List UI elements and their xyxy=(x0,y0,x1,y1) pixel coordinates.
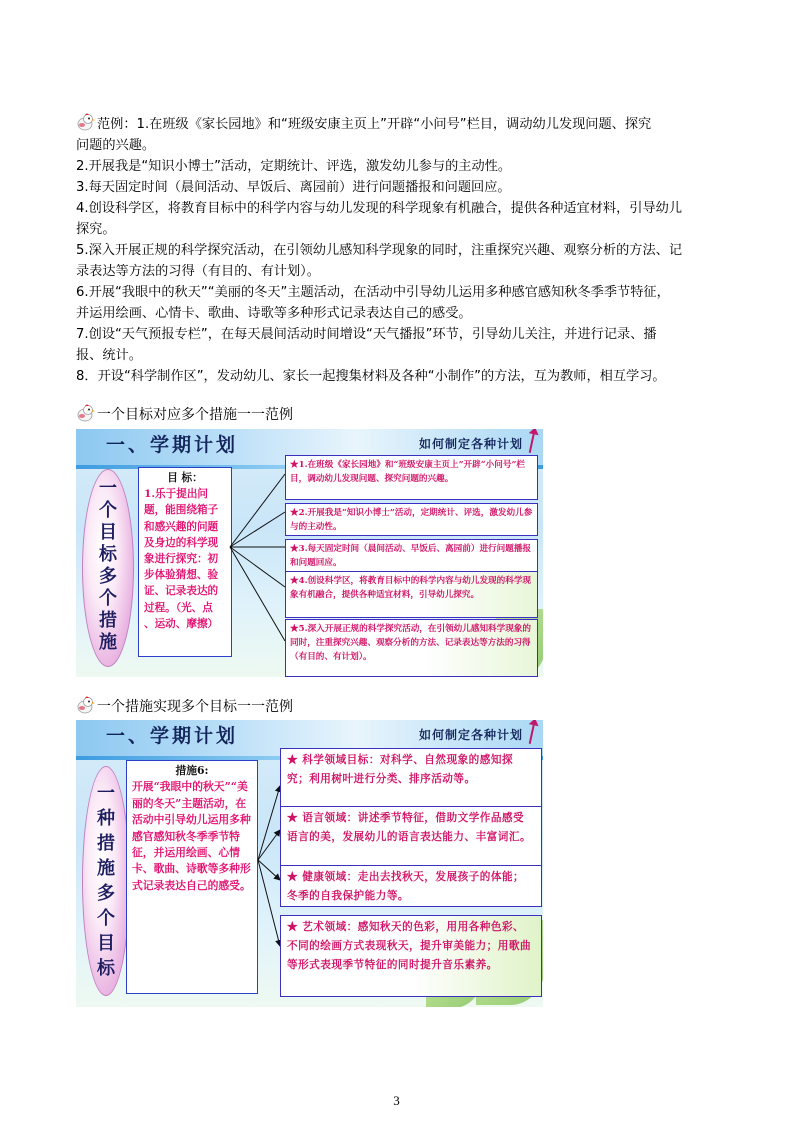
goal-box-health: ★ 健康领域：走出去找秋天，发展孩子的体能；冬季的自我保护能力等。 xyxy=(280,865,542,907)
goal-text: 1.乐于提出问题，能围绕箱子和感兴趣的问题及身边的科学现象进行探究：初步体验猜想、验证、记录表达的过程。（光、点 、运动、摩擦） xyxy=(144,488,219,630)
section2-heading: 一个措施实现多个目标一一范例 xyxy=(76,696,293,717)
example-paragraph xyxy=(76,113,726,387)
measure-box-4: ★4.创设科学区，将教育目标中的科学内容与幼儿发现的科学现象有机融合，提供各种适宜材料，引导幼儿探究。 xyxy=(285,571,538,618)
paragraph-line-12: 报、统计。 xyxy=(76,348,142,363)
slide-one-goal-many-measures xyxy=(76,429,543,677)
paragraph-line-3: 2.开展我是“知识小博士”活动，定期统计、评选，激发幼儿参与的主动性。 xyxy=(76,159,512,174)
chick-icon xyxy=(76,404,96,422)
section1-heading: 一个目标对应多个措施一一范例 xyxy=(76,404,293,425)
measure-title: 措施6: xyxy=(175,764,209,777)
paragraph-line-2: 问题的兴趣。 xyxy=(76,138,156,153)
oval-label: 一 种 措 施 多 个 目 标 xyxy=(97,783,115,979)
measure-box-2: ★2.开展我是“知识小博士”活动，定期统计、评选，激发幼儿参与的主动性。 xyxy=(285,503,538,536)
measure-box-5: ★5.深入开展正规的科学探究活动，在引领幼儿感知科学现象的同时，注重探究兴趣、观察分析的方法、记录表达等方法的习得（有目的、有计划）。 xyxy=(285,619,538,677)
paragraph-line-7: 5.深入开展正规的科学探究活动，在引领幼儿感知科学现象的同时，注重探究兴趣、观察分析的方法、记 xyxy=(76,243,683,258)
measure-box-3: ★3.每天固定时间（晨间活动、早饭后、离园前）进行问题播报和问题回应。 xyxy=(285,539,538,572)
chick-icon xyxy=(76,696,96,714)
oval-label: 一 个 目 标 多 个 措 施 xyxy=(99,478,117,653)
slide-subtitle: 如何制定各种计划 xyxy=(418,437,523,451)
paragraph-line-1: 范例：1.在班级《家长园地》和“班级安康主页上”开辟“小问号”栏目，调动幼儿发现问题、探究 xyxy=(76,113,726,135)
goal-box-art: ★ 艺术领域：感知秋天的色彩，用用各种色彩、不同的绘画方式表现秋天，提升审美能力；用歌曲等形式表现季节特征的同时提升音乐素养。 xyxy=(280,915,542,997)
paragraph-line-4: 3.每天固定时间（晨间活动、早饭后、离园前）进行问题播报和问题回应。 xyxy=(76,180,511,195)
paragraph-line-11: 7.创设“天气预报专栏”，在每天晨间活动时间增设“天气播报”环节，引导幼儿关注，并进行记录、播 xyxy=(76,327,657,342)
measure-box-1: ★1.在班级《家长园地》和“班级安康主页上”开辟“小问号”栏目，调动幼儿发现问题、探究问题的兴趣。 xyxy=(285,455,538,500)
paragraph-line-5: 4.创设科学区，将教育目标中的科学内容与幼儿发现的科学现象有机融合，提供各种适宜材料，引导幼儿 xyxy=(76,201,683,216)
paragraph-line-9: 6.开展“我眼中的秋天”“美丽的冬天”主题活动，在活动中引导幼儿运用多种感官感知秋冬季季节特征， xyxy=(76,285,670,300)
paragraph-line-6: 探究。 xyxy=(76,222,116,237)
page-number: 3 xyxy=(393,1093,400,1108)
paragraph-line-8: 录表达等方法的习得（有目的、有计划）。 xyxy=(76,264,320,279)
goal-box-language: ★ 语言领域：讲述季节特征，借助文学作品感受语言的美，发展幼儿的语言表达能力、丰富词汇。 xyxy=(280,806,542,866)
slide-title: 一、学期计划 xyxy=(106,725,239,747)
paragraph-line-10: 并运用绘画、心情卡、歌曲、诗歌等多种形式记录表达自己的感受。 xyxy=(76,306,472,321)
goal-title: 目 标： xyxy=(167,472,203,484)
slide-subtitle: 如何制定各种计划 xyxy=(418,728,523,742)
measure-text: 开展“我眼中的秋天”“美丽的冬天”主题活动，在活动中引导幼儿运用多种感官感知秋冬季季节特征，并运用绘画、心情卡、歌曲、诗歌等多种形式记录表达自己的感受。 xyxy=(132,780,251,892)
chick-icon xyxy=(76,113,96,131)
slide-title: 一、学期计划 xyxy=(106,434,239,456)
goal-box-science: ★ 科学领域目标：对科学、自然现象的感知探究；利用树叶进行分类、排序活动等。 xyxy=(280,748,542,808)
slide-one-measure-many-goals xyxy=(76,720,543,1007)
paragraph-line-13: 8．开设“科学制作区”，发动幼儿、家长一起搜集材料及各种“小制作”的方法，互为教师，相互学习。 xyxy=(76,369,666,384)
